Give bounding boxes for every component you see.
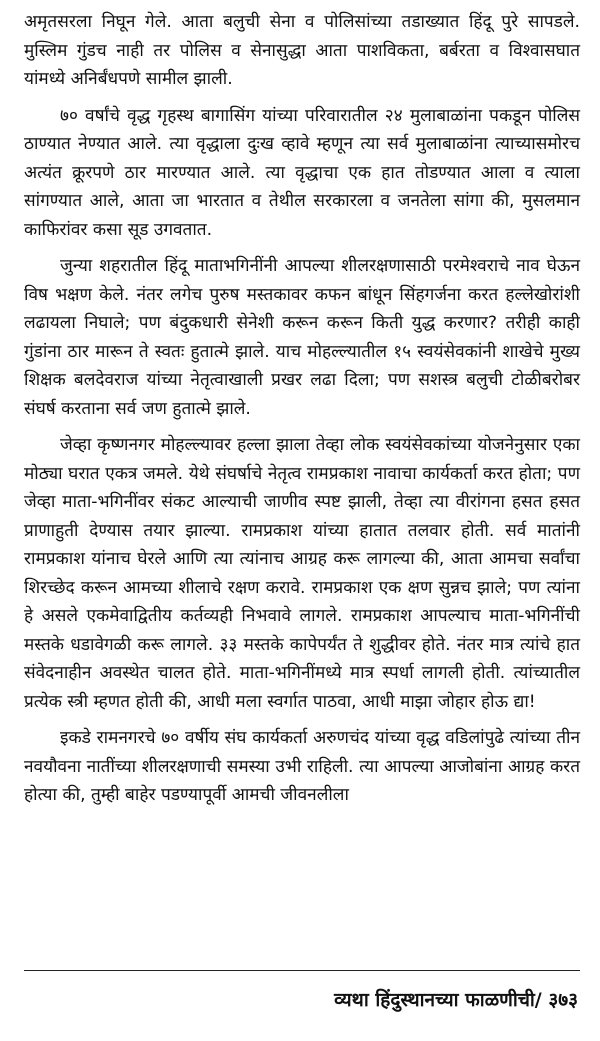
paragraph-4: जेव्हा कृष्णनगर मोहल्ल्यावर हल्ला झाला तेव्हा लोक स्वयंसेवकांच्या योजनेनुसार एका मोठ्या घरात एकत्र जमले. येथे संघर्षाचे नेतृत्व रामप्रकाश नावाचा कार्यकर्ता करत होता; पण जेव्हा माता-भगिनींवर संकट आल्याची जाणीव स्पष्ट झाली, तेव्हा त्या वीरांगना हसत हसत प्राणाहुती देण्यास तयार झाल्या. रामप्रकाश यांच्या हातात तलवार होती. सर्व मातांनी रामप्रकाश यांनाच घेरले आणि त्या त्यांनाच आग्रह करू लागल्या की, आता आमचा सर्वांचा शिरच्छेद करून आमच्या शीलाचे रक्षण करावे. रामप्रकाश एक क्षण सुन्नच झाले; पण त्यांना हे असले एकमेवाद्वितीय कर्तव्यही निभवावे लागले. रामप्रकाश आपल्याच माता-भगिनींची मस्तके धडावेगळी करू लागले. ३३ मस्तके कापेपर्यंत ते शुद्धीवर होते. नंतर मात्र त्यांचे हात संवेदनाहीन अवस्थेत चालत होते. माता-भगिनींमध्ये मात्र स्पर्धा लागली होती. त्यांच्यातील प्रत्येक स्त्री म्हणत होती की, आधी मला स्वर्गात पाठवा, आधी माझा जोहार होऊ द्या!	[24, 435, 580, 712]
footer-divider	[24, 970, 580, 971]
paragraph-2: ७० वर्षांचे वृद्ध गृहस्थ बागासिंग यांच्या परिवारातील २४ मुलाबाळांना पकडून पोलिस ठाण्यात नेण्यात आले. त्या वृद्धाला दुःख व्हावे म्हणून त्या सर्व मुलाबाळांना त्याच्यासमोरच अत्यंत क्रूरपणे ठार मारण्यात आले. त्या वृद्धाचा एक हात तोडण्यात आला व त्याला सांगण्यात आले, आता जा भारतात व तेथील सरकारला व जनतेला सांगा की, मुसलमान काफिरांवर कसा सूड उगवतात.	[24, 105, 580, 240]
page-body	[24, 8, 580, 818]
page-footer: व्यथा हिंदुस्थानच्या फाळणीची/ ३७३	[334, 989, 578, 1011]
paragraph-1: अमृतसरला निघून गेले. आता बलुची सेना व पोलिसांच्या तडाख्यात हिंदू पुरे सापडले. मुस्लिम गुंडच नाही तर पोलिस व सेनासुद्धा आता पाशविकता, बर्बरता व विश्वासघात यांमध्ये अनिर्बंधपणे सामील झाली.	[24, 12, 580, 89]
paragraph-5: इकडे रामनगरचे ७० वर्षीय संघ कार्यकर्ता अरुणचंद यांच्या वृद्ध वडिलांपुढे त्यांच्या तीन नवयौवना नातींच्या शीलरक्षणाची समस्या उभी राहिली. त्या आपल्या आजोबांना आग्रह करत होत्या की, तुम्ही बाहेर पडण्यापूर्वी आमची जीवनलीला	[24, 728, 580, 805]
paragraph-3: जुन्या शहरातील हिंदू माताभगिनींनी आपल्या शीलरक्षणासाठी परमेश्वराचे नाव घेऊन विष भक्षण केले. नंतर लगेच पुरुष मस्तकावर कफन बांधून सिंहगर्जना करत हल्लेखोरांशी लढायला निघाले; पण बंदुकधारी सेनेशी करून करून किती युद्ध करणार? तरीही काही गुंडांना ठार मारून ते स्वतः हुतात्मे झाले. याच मोहल्ल्यातील १५ स्वयंसेवकांनी शाखेचे मुख्य शिक्षक बलदेवराज यांच्या नेतृत्वाखाली प्रखर लढा दिला; पण सशस्त्र बलुची टोळीबरोबर संघर्ष करताना सर्व जण हुतात्मे झाले.	[24, 256, 580, 419]
